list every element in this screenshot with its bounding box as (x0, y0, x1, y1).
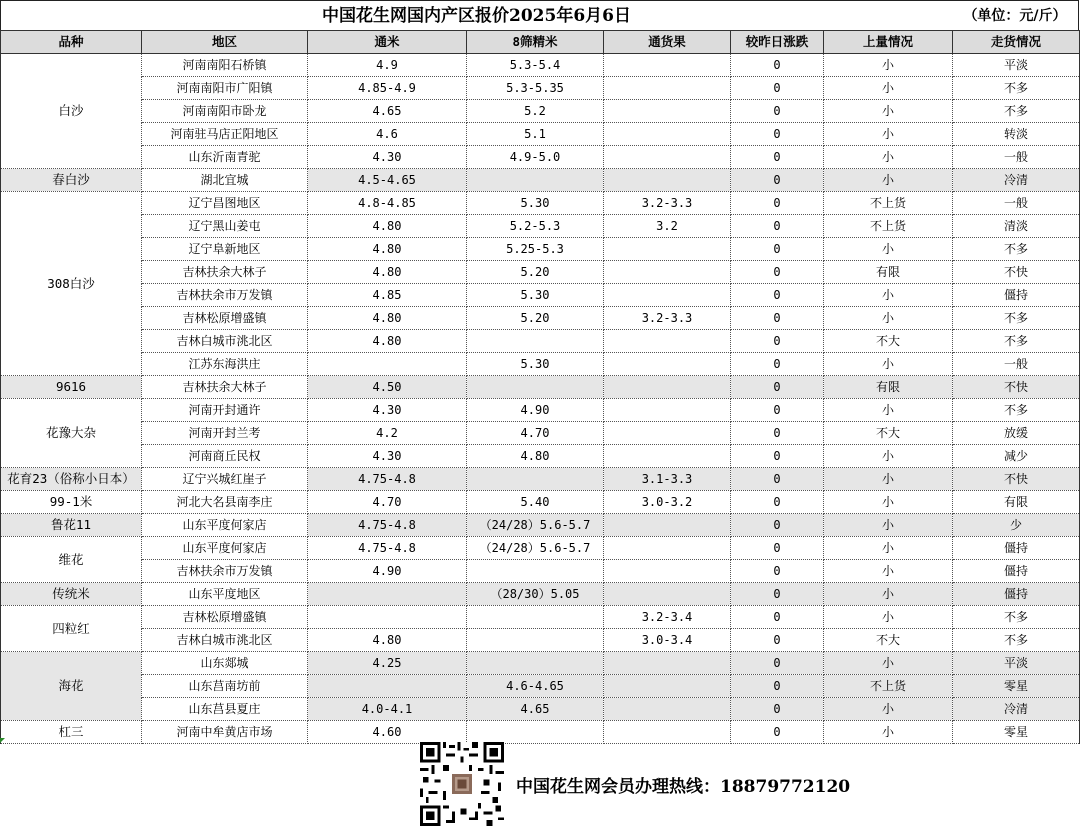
change-cell: 0 (731, 445, 824, 468)
change-cell: 0 (731, 146, 824, 169)
sales-cell: 僵持 (953, 537, 1080, 560)
guo-cell (604, 284, 731, 307)
supply-cell: 小 (824, 514, 953, 537)
table-row (1, 629, 1080, 652)
tongmi-cell: 4.75-4.8 (308, 537, 467, 560)
supply-cell: 有限 (824, 376, 953, 399)
jingmi-cell: 5.2 (467, 100, 604, 123)
guo-cell (604, 514, 731, 537)
supply-cell: 不上货 (824, 675, 953, 698)
table-row (1, 537, 1080, 560)
change-cell: 0 (731, 330, 824, 353)
region-cell: 吉林扶余大林子 (142, 376, 308, 399)
jingmi-cell (467, 629, 604, 652)
tongmi-cell: 4.80 (308, 330, 467, 353)
tongmi-cell: 4.80 (308, 215, 467, 238)
region-cell: 山东平度何家店 (142, 537, 308, 560)
table-row (1, 422, 1080, 445)
jingmi-cell: 4.6-4.65 (467, 675, 604, 698)
sales-cell: 少 (953, 514, 1080, 537)
change-cell: 0 (731, 675, 824, 698)
supply-cell: 小 (824, 169, 953, 192)
region-cell: 河南开封兰考 (142, 422, 308, 445)
sales-cell: 平淡 (953, 54, 1080, 77)
table-row (1, 54, 1080, 77)
change-cell: 0 (731, 698, 824, 721)
table-row (1, 514, 1080, 537)
region-cell: 山东郯城 (142, 652, 308, 675)
header-row (1, 31, 1080, 54)
jingmi-cell: 5.40 (467, 491, 604, 514)
change-cell: 0 (731, 169, 824, 192)
variety-cell: 9616 (1, 376, 142, 399)
region-cell: 河南商丘民权 (142, 445, 308, 468)
sales-cell: 有限 (953, 491, 1080, 514)
price-table (0, 30, 1080, 744)
region-cell: 江苏东海洪庄 (142, 353, 308, 376)
tongmi-cell: 4.25 (308, 652, 467, 675)
region-cell: 河南南阳石桥镇 (142, 54, 308, 77)
supply-cell: 不大 (824, 330, 953, 353)
qr-code-icon (418, 742, 506, 826)
guo-cell (604, 560, 731, 583)
guo-cell (604, 445, 731, 468)
supply-cell: 小 (824, 721, 953, 744)
guo-cell: 3.2 (604, 215, 731, 238)
sales-cell: 平淡 (953, 652, 1080, 675)
guo-cell: 3.2-3.3 (604, 307, 731, 330)
tongmi-cell: 4.85 (308, 284, 467, 307)
table-row (1, 445, 1080, 468)
tongmi-cell: 4.65 (308, 100, 467, 123)
table-row (1, 307, 1080, 330)
sales-cell: 僵持 (953, 583, 1080, 606)
unit-label: （单位：元/斤） (952, 0, 1079, 31)
sales-cell: 不多 (953, 77, 1080, 100)
tongmi-cell: 4.90 (308, 560, 467, 583)
variety-cell: 海花 (1, 652, 142, 721)
supply-cell: 小 (824, 606, 953, 629)
title-row (0, 0, 1079, 31)
variety-cell: 308白沙 (1, 192, 142, 376)
tongmi-cell: 4.0-4.1 (308, 698, 467, 721)
tongmi-cell: 4.30 (308, 399, 467, 422)
change-cell: 0 (731, 399, 824, 422)
guo-cell (604, 376, 731, 399)
region-cell: 吉林白城市洮北区 (142, 629, 308, 652)
sales-cell: 零星 (953, 721, 1080, 744)
jingmi-cell: 5.3-5.4 (467, 54, 604, 77)
table-row (1, 284, 1080, 307)
sales-cell: 不快 (953, 261, 1080, 284)
supply-cell: 小 (824, 445, 953, 468)
guo-cell (604, 77, 731, 100)
sales-cell: 不多 (953, 307, 1080, 330)
header-tonghuoguo: 通货果 (604, 31, 731, 54)
table-row (1, 146, 1080, 169)
region-cell: 河南南阳市广阳镇 (142, 77, 308, 100)
jingmi-cell: 5.3-5.35 (467, 77, 604, 100)
tongmi-cell: 4.30 (308, 445, 467, 468)
guo-cell: 3.2-3.4 (604, 606, 731, 629)
table-row (1, 675, 1080, 698)
variety-cell: 杠三 (1, 721, 142, 744)
sales-cell: 一般 (953, 353, 1080, 376)
region-cell: 辽宁昌图地区 (142, 192, 308, 215)
region-cell: 山东平度何家店 (142, 514, 308, 537)
change-cell: 0 (731, 238, 824, 261)
guo-cell (604, 675, 731, 698)
sales-cell: 僵持 (953, 560, 1080, 583)
region-cell: 湖北宜城 (142, 169, 308, 192)
change-cell: 0 (731, 468, 824, 491)
guo-cell (604, 422, 731, 445)
table-row (1, 652, 1080, 675)
tongmi-cell: 4.6 (308, 123, 467, 146)
table-row (1, 238, 1080, 261)
guo-cell (604, 652, 731, 675)
header-supply: 上量情况 (824, 31, 953, 54)
tongmi-cell: 4.2 (308, 422, 467, 445)
change-cell: 0 (731, 652, 824, 675)
jingmi-cell: 5.30 (467, 353, 604, 376)
tongmi-cell: 4.50 (308, 376, 467, 399)
supply-cell: 小 (824, 100, 953, 123)
jingmi-cell: 5.25-5.3 (467, 238, 604, 261)
jingmi-cell: 5.30 (467, 192, 604, 215)
guo-cell (604, 330, 731, 353)
jingmi-cell: 5.20 (467, 307, 604, 330)
jingmi-cell: （28/30）5.05 (467, 583, 604, 606)
guo-cell (604, 238, 731, 261)
guo-cell: 3.2-3.3 (604, 192, 731, 215)
tongmi-cell: 4.5-4.65 (308, 169, 467, 192)
change-cell: 0 (731, 284, 824, 307)
table-body (1, 54, 1080, 744)
table-row (1, 192, 1080, 215)
variety-cell: 白沙 (1, 54, 142, 169)
change-cell: 0 (731, 215, 824, 238)
sales-cell: 减少 (953, 445, 1080, 468)
guo-cell (604, 583, 731, 606)
region-cell: 吉林扶余大林子 (142, 261, 308, 284)
supply-cell: 小 (824, 238, 953, 261)
supply-cell: 不上货 (824, 192, 953, 215)
guo-cell (604, 399, 731, 422)
supply-cell: 小 (824, 468, 953, 491)
guo-cell (604, 54, 731, 77)
table-row (1, 583, 1080, 606)
change-cell: 0 (731, 123, 824, 146)
tongmi-cell: 4.85-4.9 (308, 77, 467, 100)
table-row (1, 100, 1080, 123)
guo-cell (604, 146, 731, 169)
guo-cell (604, 353, 731, 376)
jingmi-cell (467, 376, 604, 399)
tongmi-cell (308, 606, 467, 629)
supply-cell: 小 (824, 491, 953, 514)
change-cell: 0 (731, 606, 824, 629)
supply-cell: 小 (824, 77, 953, 100)
sales-cell: 一般 (953, 146, 1080, 169)
region-cell: 河南中牟黄店市场 (142, 721, 308, 744)
tongmi-cell: 4.80 (308, 261, 467, 284)
tongmi-cell (308, 583, 467, 606)
tongmi-cell: 4.75-4.8 (308, 468, 467, 491)
table-row (1, 698, 1080, 721)
change-cell: 0 (731, 192, 824, 215)
header-change: 较昨日涨跌 (731, 31, 824, 54)
change-cell: 0 (731, 560, 824, 583)
region-cell: 山东莒县夏庄 (142, 698, 308, 721)
sales-cell: 不多 (953, 629, 1080, 652)
jingmi-cell: 4.70 (467, 422, 604, 445)
variety-cell: 维花 (1, 537, 142, 583)
region-cell: 吉林松原增盛镇 (142, 307, 308, 330)
table-row (1, 399, 1080, 422)
guo-cell: 3.0-3.2 (604, 491, 731, 514)
guo-cell (604, 123, 731, 146)
tongmi-cell: 4.75-4.8 (308, 514, 467, 537)
guo-cell (604, 537, 731, 560)
change-cell: 0 (731, 491, 824, 514)
region-cell: 吉林扶余市万发镇 (142, 284, 308, 307)
jingmi-cell: （24/28）5.6-5.7 (467, 537, 604, 560)
table-row (1, 169, 1080, 192)
table-row (1, 353, 1080, 376)
jingmi-cell (467, 560, 604, 583)
sales-cell: 不多 (953, 238, 1080, 261)
sales-cell: 不多 (953, 399, 1080, 422)
change-cell: 0 (731, 353, 824, 376)
supply-cell: 小 (824, 698, 953, 721)
supply-cell: 小 (824, 307, 953, 330)
region-cell: 吉林松原增盛镇 (142, 606, 308, 629)
sales-cell: 放缓 (953, 422, 1080, 445)
change-cell: 0 (731, 376, 824, 399)
table-row (1, 330, 1080, 353)
sales-cell: 冷清 (953, 169, 1080, 192)
supply-cell: 小 (824, 284, 953, 307)
header-sales: 走货情况 (953, 31, 1080, 54)
region-cell: 河南驻马店正阳地区 (142, 123, 308, 146)
jingmi-cell: （24/28）5.6-5.7 (467, 514, 604, 537)
table-row (1, 606, 1080, 629)
variety-cell: 四粒红 (1, 606, 142, 652)
variety-cell: 99-1米 (1, 491, 142, 514)
change-cell: 0 (731, 514, 824, 537)
supply-cell: 小 (824, 560, 953, 583)
jingmi-cell (467, 169, 604, 192)
jingmi-cell (467, 652, 604, 675)
jingmi-cell (467, 330, 604, 353)
tongmi-cell: 4.8-4.85 (308, 192, 467, 215)
change-cell: 0 (731, 422, 824, 445)
region-cell: 吉林扶余市万发镇 (142, 560, 308, 583)
change-cell: 0 (731, 54, 824, 77)
supply-cell: 小 (824, 54, 953, 77)
sales-cell: 转淡 (953, 123, 1080, 146)
variety-cell: 鲁花11 (1, 514, 142, 537)
supply-cell: 小 (824, 146, 953, 169)
sales-cell: 不多 (953, 606, 1080, 629)
jingmi-cell (467, 468, 604, 491)
table-row (1, 376, 1080, 399)
variety-cell: 花豫大杂 (1, 399, 142, 468)
jingmi-cell: 5.20 (467, 261, 604, 284)
jingmi-cell: 4.80 (467, 445, 604, 468)
change-cell: 0 (731, 721, 824, 744)
change-cell: 0 (731, 261, 824, 284)
table-row (1, 560, 1080, 583)
sales-cell: 零星 (953, 675, 1080, 698)
sales-cell: 不多 (953, 330, 1080, 353)
tongmi-cell: 4.80 (308, 307, 467, 330)
region-cell: 山东莒南坊前 (142, 675, 308, 698)
region-cell: 辽宁黑山姜屯 (142, 215, 308, 238)
hotline-text: 中国花生网会员办理热线：18879772120 (516, 777, 851, 797)
region-cell: 辽宁阜新地区 (142, 238, 308, 261)
header-region: 地区 (142, 31, 308, 54)
guo-cell (604, 100, 731, 123)
sales-cell: 冷清 (953, 698, 1080, 721)
sales-cell: 清淡 (953, 215, 1080, 238)
change-cell: 0 (731, 583, 824, 606)
sales-cell: 僵持 (953, 284, 1080, 307)
table-row (1, 491, 1080, 514)
supply-cell: 小 (824, 583, 953, 606)
variety-cell: 春白沙 (1, 169, 142, 192)
tongmi-cell: 4.80 (308, 238, 467, 261)
guo-cell (604, 169, 731, 192)
jingmi-cell: 4.90 (467, 399, 604, 422)
tongmi-cell: 4.70 (308, 491, 467, 514)
tongmi-cell (308, 353, 467, 376)
header-tongmi: 通米 (308, 31, 467, 54)
supply-cell: 小 (824, 399, 953, 422)
table-row (1, 77, 1080, 100)
supply-cell: 不大 (824, 422, 953, 445)
table-row (1, 261, 1080, 284)
supply-cell: 有限 (824, 261, 953, 284)
supply-cell: 小 (824, 652, 953, 675)
guo-cell (604, 698, 731, 721)
sales-cell: 一般 (953, 192, 1080, 215)
jingmi-cell: 4.9-5.0 (467, 146, 604, 169)
jingmi-cell (467, 606, 604, 629)
guo-cell: 3.1-3.3 (604, 468, 731, 491)
change-cell: 0 (731, 307, 824, 330)
change-cell: 0 (731, 100, 824, 123)
region-cell: 河南南阳市卧龙 (142, 100, 308, 123)
supply-cell: 小 (824, 537, 953, 560)
change-cell: 0 (731, 77, 824, 100)
tongmi-cell: 4.60 (308, 721, 467, 744)
change-cell: 0 (731, 629, 824, 652)
sales-cell: 不快 (953, 468, 1080, 491)
jingmi-cell: 5.1 (467, 123, 604, 146)
table-row (1, 215, 1080, 238)
region-cell: 河北大名县南李庄 (142, 491, 308, 514)
tongmi-cell: 4.9 (308, 54, 467, 77)
region-cell: 山东沂南青驼 (142, 146, 308, 169)
guo-cell: 3.0-3.4 (604, 629, 731, 652)
sales-cell: 不多 (953, 100, 1080, 123)
tongmi-cell: 4.30 (308, 146, 467, 169)
page-title: 中国花生网国内产区报价2025年6月6日 (0, 0, 953, 31)
tongmi-cell: 4.80 (308, 629, 467, 652)
guo-cell (604, 261, 731, 284)
supply-cell: 不大 (824, 629, 953, 652)
header-variety: 品种 (1, 31, 142, 54)
jingmi-cell: 5.2-5.3 (467, 215, 604, 238)
region-cell: 山东平度地区 (142, 583, 308, 606)
tongmi-cell (308, 675, 467, 698)
jingmi-cell: 4.65 (467, 698, 604, 721)
jingmi-cell: 5.30 (467, 284, 604, 307)
table-row (1, 468, 1080, 491)
variety-cell: 花育23（俗称小日本） (1, 468, 142, 491)
header-jingmi: 8筛精米 (467, 31, 604, 54)
region-cell: 辽宁兴城红崖子 (142, 468, 308, 491)
table-row (1, 123, 1080, 146)
supply-cell: 小 (824, 353, 953, 376)
variety-cell: 传统米 (1, 583, 142, 606)
supply-cell: 不上货 (824, 215, 953, 238)
region-cell: 吉林白城市洮北区 (142, 330, 308, 353)
change-cell: 0 (731, 537, 824, 560)
supply-cell: 小 (824, 123, 953, 146)
sales-cell: 不快 (953, 376, 1080, 399)
region-cell: 河南开封通许 (142, 399, 308, 422)
